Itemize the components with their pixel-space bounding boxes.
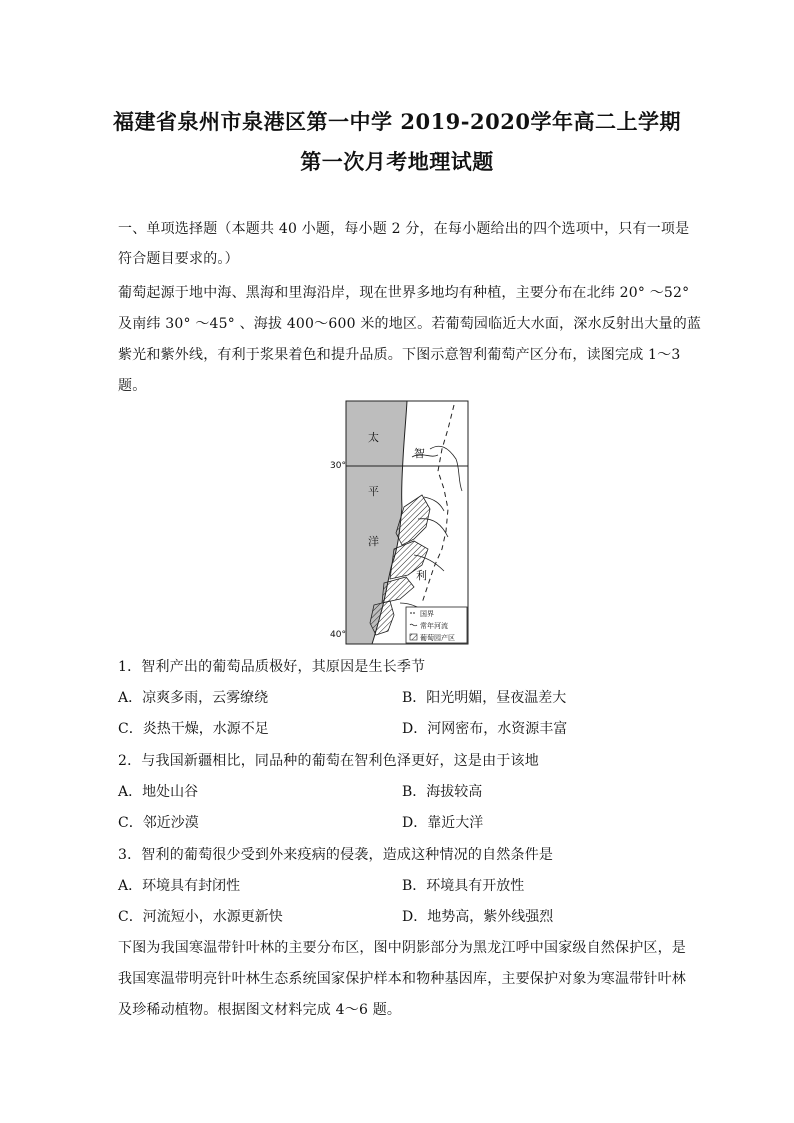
intro2-paragraph-line-3: 及珍稀动植物。根据图文材料完成 4～6 题。 [118,1002,402,1018]
legend-border-label: 国界 [420,610,434,618]
chile-vineyard-map [330,399,470,646]
question-1-option-c: C．炎热干燥，水源不足 [118,721,269,737]
latitude-label-30: 30° [330,461,346,471]
intro2-paragraph-line-1: 下图为我国寒温带针叶林的主要分布区，图中阴影部分为黑龙江呼中国家级自然保护区，是 [118,940,686,956]
question-1-option-d: D．河网密布，水资源丰富 [402,721,568,737]
section-heading-line-2: 符合题目要求的。） [118,251,239,267]
question-1-option-a: A．凉爽多雨，云雾缭绕 [118,690,269,706]
question-1-stem: 1．智利产出的葡萄品质极好，其原因是生长季节 [118,659,426,675]
question-2-option-b: B．海拔较高 [402,784,483,800]
legend-river-label: 常年河流 [420,622,448,630]
intro2-paragraph-line-2: 我国寒温带明亮针叶林生态系统国家保护样本和物种基因库，主要保护对象为寒温带针叶林 [118,971,686,987]
question-2-option-d: D．靠近大洋 [402,815,484,831]
question-1-option-b: B．阳光明媚，昼夜温差大 [402,690,567,706]
latitude-label-40: 40° [330,630,346,640]
question-2-option-c: C．邻近沙漠 [118,815,199,831]
country-label-char-1: 智 [414,447,425,460]
ocean-label-char-3: 洋 [368,535,379,548]
country-label-char-2: 利 [416,569,427,582]
title-line-1: 福建省泉州市泉港区第一中学 2019-2020学年高二上学期 [113,109,681,134]
question-2-option-a: A．地处山谷 [118,784,199,800]
question-2-stem: 2．与我国新疆相比，同品种的葡萄在智利色泽更好，这是由于该地 [118,753,539,769]
intro-paragraph-line-3: 紫光和紫外线，有利于浆果着色和提升品质。下图示意智利葡萄产区分布，读图完成 1～3 [118,347,681,363]
intro-paragraph-line-1: 葡萄起源于地中海、黑海和里海沿岸，现在世界多地均有种植，主要分布在北纬 20° ～52° [118,285,690,301]
ocean-label-char-1: 太 [368,431,379,444]
legend-vineyard-label: 葡萄园产区 [420,634,455,642]
question-3-option-a: A．环境具有封闭性 [118,878,241,894]
intro-paragraph-line-4: 题。 [118,378,147,394]
title-line-2: 第一次月考地理试题 [300,149,494,174]
legend-vineyard-symbol [410,634,417,640]
question-3-option-c: C．河流短小，水源更新快 [118,909,283,925]
ocean-label-char-2: 平 [368,485,379,498]
intro-paragraph-line-2: 及南纬 30° ～45° 、海拔 400～600 米的地区。若葡萄园临近大水面，深水反射出大量的蓝 [118,316,702,332]
question-3-option-d: D．地势高，紫外线强烈 [402,909,554,925]
section-heading-line-1: 一、单项选择题（本题共 40 小题，每小题 2 分，在每小题给出的四个选项中，只有一项是 [118,221,690,237]
question-3-option-b: B．环境具有开放性 [402,878,525,894]
question-3-stem: 3．智利的葡萄很少受到外来疫病的侵袭，造成这种情况的自然条件是 [118,847,554,863]
